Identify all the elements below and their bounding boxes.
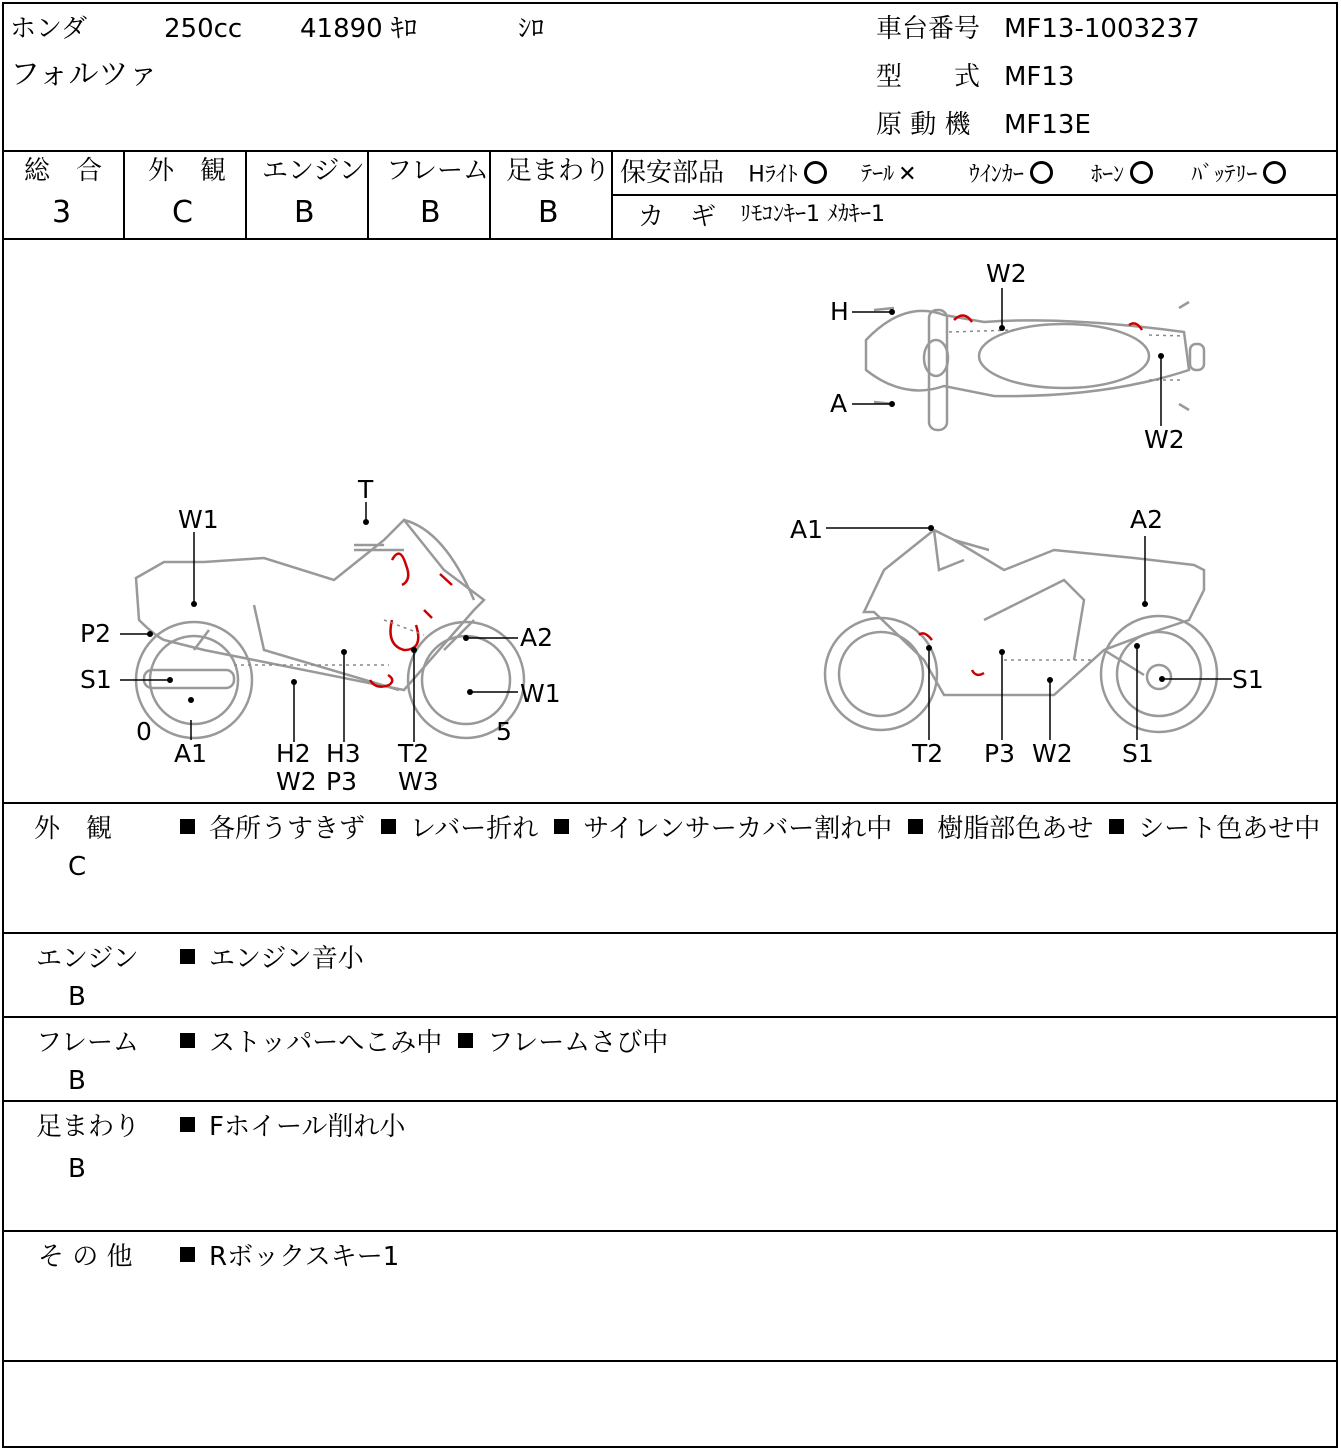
remark-title-suspension: 足まわり bbox=[36, 1112, 141, 1142]
label-right-s1-bottom: S1 bbox=[1122, 739, 1154, 768]
grade-value-overall: 3 bbox=[52, 195, 72, 230]
divider bbox=[367, 150, 369, 238]
frame-no-label: 車台番号 bbox=[876, 14, 981, 44]
label-left-h3: H3 bbox=[326, 739, 361, 768]
safety-winker: ｳｲﾝｶｰ bbox=[969, 164, 1053, 187]
grade-label-frame: フレーム bbox=[386, 156, 489, 186]
label-right-s1: S1 bbox=[1232, 665, 1264, 694]
label-top-h: H bbox=[830, 297, 849, 326]
remark-grade-appearance: C bbox=[68, 852, 87, 882]
inspection-sheet bbox=[2, 2, 1338, 1448]
divider bbox=[4, 1016, 1336, 1018]
divider bbox=[123, 150, 125, 238]
remark-grade-frame: B bbox=[68, 1066, 86, 1096]
label-top-w2-bottom: W2 bbox=[1144, 425, 1185, 454]
label-right-p3: P3 bbox=[984, 739, 1015, 768]
label-left-p2: P2 bbox=[80, 619, 111, 648]
remark-title-frame: フレーム bbox=[36, 1028, 139, 1058]
label-left-s1: S1 bbox=[80, 665, 112, 694]
bullet-square-icon bbox=[180, 1247, 195, 1262]
type-label: 型 式 bbox=[876, 62, 981, 92]
bullet-square-icon bbox=[908, 819, 923, 834]
frame-no: MF13-1003237 bbox=[1004, 14, 1200, 44]
grade-label-suspension: 足まわり bbox=[506, 156, 611, 186]
label-top-w2: W2 bbox=[986, 259, 1027, 288]
bullet-square-icon bbox=[554, 819, 569, 834]
grade-value-appearance: C bbox=[172, 195, 193, 230]
label-left-zero: 0 bbox=[136, 717, 152, 746]
safety-tail: ﾃｰﾙ ✕ bbox=[861, 162, 917, 187]
key-value: ﾘﾓｺﾝｷｰ1 ﾒｶｷｰ1 bbox=[740, 202, 885, 227]
remark-title-other: そ の 他 bbox=[38, 1242, 133, 1272]
bullet-square-icon bbox=[458, 1033, 473, 1048]
ok-circle-icon bbox=[804, 161, 827, 184]
divider bbox=[4, 1360, 1336, 1362]
grade-value-suspension: B bbox=[538, 195, 559, 230]
key-label: カ ギ bbox=[638, 202, 717, 232]
engine-value: MF13E bbox=[1004, 110, 1091, 140]
grade-label-overall: 総 合 bbox=[24, 156, 103, 186]
maker: ホンダ bbox=[10, 14, 87, 44]
divider bbox=[4, 932, 1336, 934]
top-view-scooter-icon bbox=[866, 302, 1204, 430]
grade-value-engine: B bbox=[294, 195, 315, 230]
engine-label: 原 動 機 bbox=[876, 110, 971, 140]
ok-circle-icon bbox=[1130, 161, 1153, 184]
model-name: フォルツァ bbox=[10, 57, 159, 92]
label-left-t: T bbox=[358, 475, 374, 504]
safety-headlight: Hﾗｲﾄ bbox=[748, 164, 827, 187]
label-left-five: 5 bbox=[496, 717, 512, 746]
safety-label: 保安部品 bbox=[620, 158, 725, 188]
divider bbox=[4, 1230, 1336, 1232]
divider bbox=[4, 802, 1336, 804]
remark-notes-other: Rボックスキー1 bbox=[180, 1244, 415, 1270]
damage-marks bbox=[370, 315, 1142, 686]
label-top-a: A bbox=[830, 389, 848, 418]
ng-cross-icon: ✕ bbox=[898, 162, 917, 187]
divider bbox=[4, 1100, 1336, 1102]
ok-circle-icon bbox=[1030, 161, 1053, 184]
label-left-t2: T2 bbox=[398, 739, 430, 768]
remark-grade-suspension: B bbox=[68, 1154, 86, 1184]
label-right-w2: W2 bbox=[1032, 739, 1073, 768]
label-left-h2: H2 bbox=[276, 739, 311, 768]
divider bbox=[489, 150, 491, 238]
safety-parts-row bbox=[620, 160, 1302, 187]
remark-notes-appearance: 各所うすきず レバー折れ サイレンサーカバー割れ中 樹脂部色あせ シート色あせ中 bbox=[180, 816, 1336, 842]
remark-notes-engine: エンジン音小 bbox=[180, 946, 380, 972]
grade-label-engine: エンジン bbox=[262, 156, 365, 186]
remark-title-appearance: 外 観 bbox=[34, 814, 113, 844]
color: ｼﾛ bbox=[518, 14, 545, 44]
label-right-a2: A2 bbox=[1130, 505, 1164, 534]
remark-grade-engine: B bbox=[68, 982, 86, 1012]
divider bbox=[4, 150, 1336, 152]
safety-horn: ﾎｰﾝ bbox=[1091, 164, 1153, 187]
grade-value-frame: B bbox=[420, 195, 441, 230]
label-left-w3: W3 bbox=[398, 767, 439, 796]
safety-battery: ﾊﾞｯﾃﾘｰ bbox=[1191, 164, 1286, 187]
remark-title-engine: エンジン bbox=[36, 944, 139, 974]
label-left-w1-right: W1 bbox=[520, 679, 561, 708]
divider bbox=[611, 194, 1338, 196]
remark-notes-frame: ストッパーへこみ中 フレームさび中 bbox=[180, 1030, 684, 1056]
type-value: MF13 bbox=[1004, 62, 1075, 92]
label-left-p3: P3 bbox=[326, 767, 357, 796]
label-right-a1: A1 bbox=[790, 515, 824, 544]
divider bbox=[245, 150, 247, 238]
label-right-t2: T2 bbox=[912, 739, 944, 768]
label-left-a2: A2 bbox=[520, 623, 554, 652]
remark-notes-suspension: Fホイール削れ小 bbox=[180, 1114, 421, 1140]
label-left-a1: A1 bbox=[174, 739, 208, 768]
right-side-scooter-icon bbox=[825, 530, 1217, 732]
ok-circle-icon bbox=[1263, 161, 1286, 184]
bullet-square-icon bbox=[381, 819, 396, 834]
displacement: 250cc bbox=[164, 14, 243, 44]
grade-label-appearance: 外 観 bbox=[148, 156, 227, 186]
bullet-square-icon bbox=[1109, 819, 1124, 834]
bullet-square-icon bbox=[180, 949, 195, 964]
bullet-square-icon bbox=[180, 819, 195, 834]
bullet-square-icon bbox=[180, 1117, 195, 1132]
bullet-square-icon bbox=[180, 1033, 195, 1048]
damage-diagram bbox=[4, 240, 1338, 802]
label-left-w2: W2 bbox=[276, 767, 317, 796]
mileage: 41890 ｷﾛ bbox=[300, 14, 417, 44]
label-left-w1-top: W1 bbox=[178, 505, 219, 534]
